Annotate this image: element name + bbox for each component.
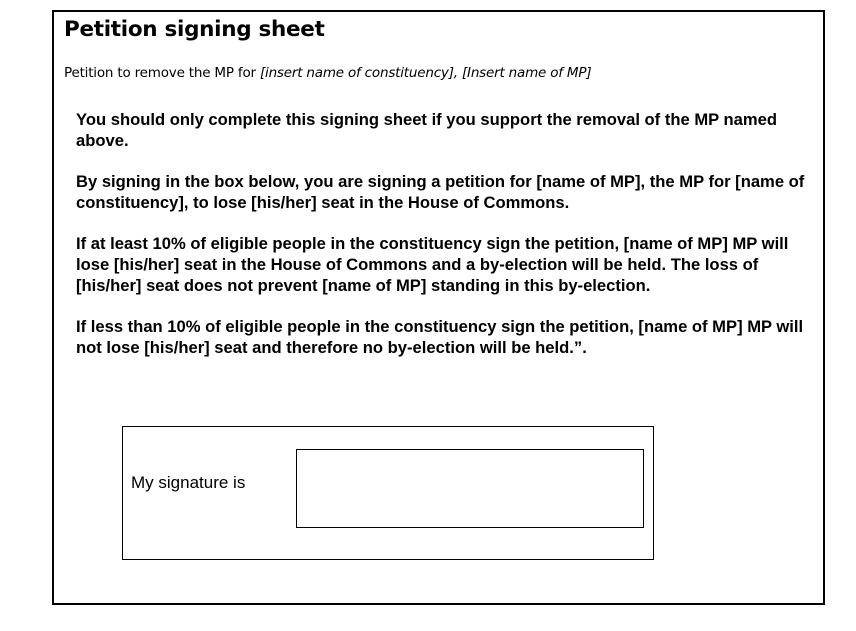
signature-section xyxy=(122,426,654,560)
subtitle-placeholders: [insert name of constituency], [Insert name of MP] xyxy=(259,65,592,81)
subtitle-prefix: Petition to remove the MP for xyxy=(64,65,260,81)
petition-sheet xyxy=(52,10,825,605)
paragraph-signing-meaning: By signing in the box below, you are signing a petition for [name of MP], the MP for [name of constituency], to lose [his/her] seat in the House of Commons. xyxy=(76,172,805,212)
petition-body xyxy=(76,109,816,378)
paragraph-support-only: You should only complete this signing sheet if you support the removal of the MP named above. xyxy=(76,110,778,150)
page-title: Petition signing sheet xyxy=(64,17,325,42)
paragraph-threshold-not-met: If less than 10% of eligible people in the constituency sign the petition, [name of MP] MP will not lose [his/her] seat and therefore no by-election will be held.”. xyxy=(76,317,804,357)
signature-label: My signature is xyxy=(131,473,246,492)
petition-subtitle xyxy=(64,65,591,81)
signature-field[interactable] xyxy=(296,449,644,528)
paragraph-threshold-met: If at least 10% of eligible people in the constituency sign the petition, [name of MP] MP will lose [his/her] seat in the House of Commons and a by-election will be held. The loss of [his/her] seat does not prevent [name of MP] standing in this by-election. xyxy=(76,234,789,295)
